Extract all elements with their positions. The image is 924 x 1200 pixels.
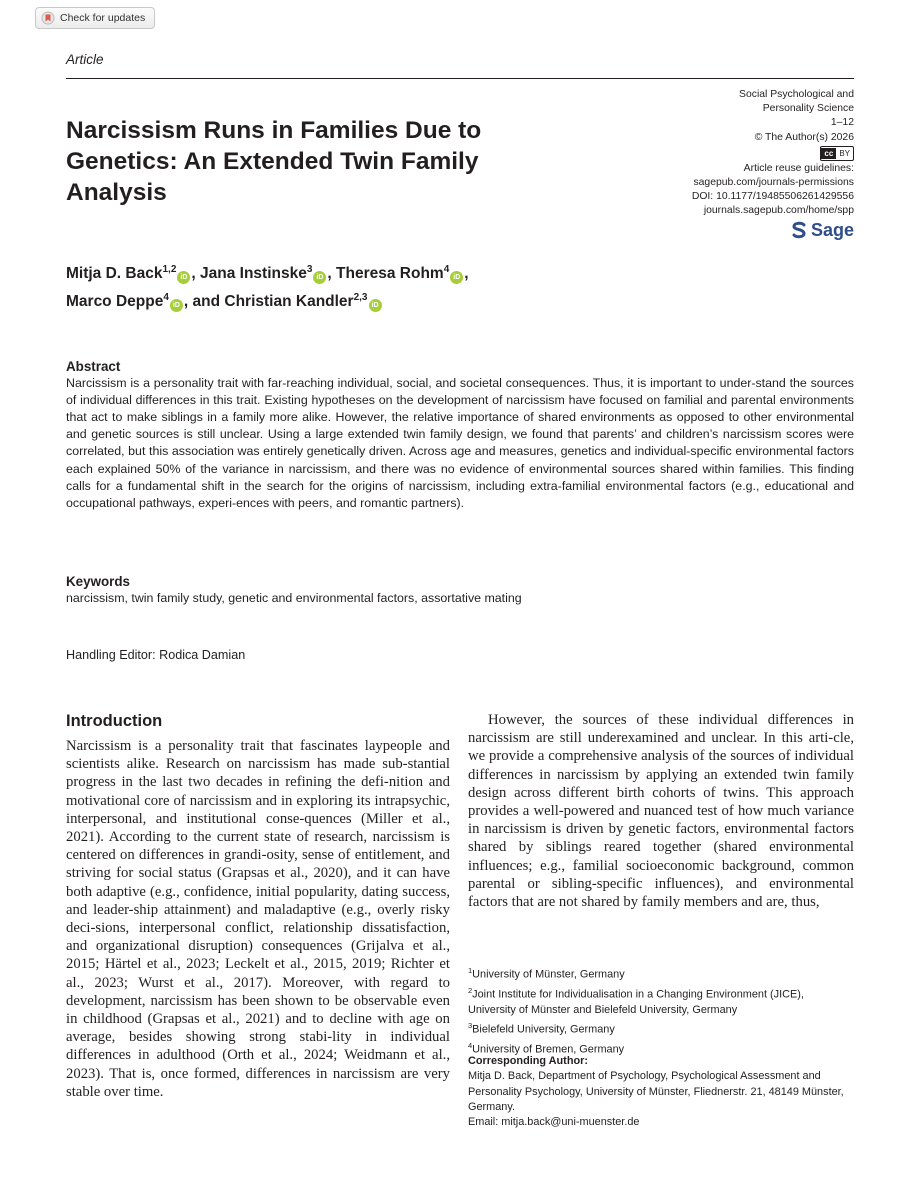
cc-by-license-badge[interactable] xyxy=(820,146,854,161)
left-column xyxy=(66,712,450,1101)
copyright: © The Author(s) 2026 xyxy=(754,131,854,143)
sage-s-icon xyxy=(791,221,807,239)
check-for-updates-button[interactable] xyxy=(35,7,155,29)
corresponding-author xyxy=(468,1054,854,1130)
journal-name-line-1: Social Psychological and xyxy=(739,89,854,100)
author-name: Mitja D. Back xyxy=(66,265,163,283)
keywords-heading: Keywords xyxy=(66,574,130,589)
bookmark-refresh-icon xyxy=(41,11,55,25)
keywords-section xyxy=(66,573,854,607)
author-affiliation-sup: 2,3 xyxy=(353,292,368,304)
article-type: Article xyxy=(66,52,104,67)
abstract-heading: Abstract xyxy=(66,359,121,374)
sage-wordmark: Sage xyxy=(810,219,854,240)
author-affiliation-sup: 4 xyxy=(443,264,450,275)
introduction-paragraph-1: Narcissism is a personality trait that fascinates laypeople and scientists alike. Research on narcissism has made sub-stantial progress in the last two decades in refining the defi-nition and motivational core of narcissism and in exploring its intrapsychic, interpersonal, and institutional conse-quences (Miller et al., 2021). According to the current state of research, narcissism is centered on differences in grandi-osity, sense of entitlement, and striving for social status (Grapsas et al., 2020), and it can have both adaptive (e.g., confidence, initial popularity, dating success, and leader-ship attainment) and maladaptive (e.g., overly risky deci-sions, interpersonal conflict, relationship dissatisfaction, and organizational disruption) consequences (Grijalva et al., 2015; Härtel et al., 2023; Leckelt et al., 2015, 2019; Richter et al., 2023; Wurst et al., 2017). Moreover, with regard to development, narcissism has been shown to be observable even in childhood (Grapsas et al., 2021) and to decline with age on average, besides showing strong stabi-lity in individual differences in adulthood (Orth et al., 2024; Weidmann et al., 2023). That is, once formed, differences in narcissism are very stable over time. xyxy=(66,738,450,1100)
header-divider xyxy=(66,78,854,79)
handling-editor: Handling Editor: Rodica Damian xyxy=(66,648,246,662)
check-for-updates-label: Check for updates xyxy=(60,12,146,24)
corresponding-author-address: Mitja D. Back, Department of Psychology, Psychological Assessment and Personality Psychology, University of Münster, Fliednerstr. 21, 48149 Münster, Germany. xyxy=(468,1070,844,1113)
journal-homepage-link[interactable]: journals.sagepub.com/home/spp xyxy=(703,205,854,217)
author-name: Jana Instinske xyxy=(200,265,307,283)
author-affiliation-sup: 3 xyxy=(306,264,313,275)
author-name: Christian Kandler xyxy=(224,293,354,311)
orcid-icon[interactable]: iD xyxy=(369,299,382,312)
affiliation-item: $^2$Joint Institute for Individualisation in a Changing Environment (JICE), University of Münster and Bielefeld University, Germany xyxy=(468,985,804,1016)
author-affiliation-sup: 4 xyxy=(163,292,169,304)
author-affiliation-sup: 1,2 xyxy=(162,264,177,275)
cc-icon: cc xyxy=(821,148,836,159)
author-list: Mitja D. Back$^{1,2}$iD , Jana Instinske$^3$iD , Theresa Rohm$^4$iD , Marco Deppe$^4$iD , and Christian Kandler$^{2,3}$iD xyxy=(66,264,469,311)
journal-info xyxy=(604,88,854,244)
author-name: Theresa Rohm xyxy=(336,265,444,283)
right-column xyxy=(468,711,854,911)
sage-logo xyxy=(791,221,854,239)
abstract-section xyxy=(66,358,854,512)
affiliation-item: $^1$University of Münster, Germany xyxy=(468,966,625,981)
by-icon: BY xyxy=(839,148,850,158)
orcid-icon[interactable]: iD xyxy=(177,271,190,284)
journal-name-line-2: Personality Science xyxy=(762,103,854,115)
keywords-text: narcissism, twin family study, genetic and environmental factors, assortative mating xyxy=(66,591,522,605)
doi[interactable]: DOI: 10.1177/19485506261429556 xyxy=(691,191,854,203)
permissions-link[interactable]: sagepub.com/journals-permissions xyxy=(693,177,854,189)
orcid-icon[interactable]: iD xyxy=(313,271,326,284)
corresponding-author-email[interactable]: Email: mitja.back@uni-muenster.de xyxy=(468,1116,640,1129)
orcid-icon[interactable]: iD xyxy=(170,299,183,312)
article-title: Narcissism Runs in Families Due to Genetics: An Extended Twin Family Analysis xyxy=(66,117,482,206)
introduction-heading: Introduction xyxy=(66,712,163,730)
author-name: Marco Deppe xyxy=(66,293,164,311)
affiliation-item: $^4$University of Bremen, Germany xyxy=(468,1041,625,1056)
corresponding-author-heading: Corresponding Author: xyxy=(468,1055,588,1067)
orcid-icon[interactable]: iD xyxy=(450,271,463,284)
page-range: 1–12 xyxy=(830,117,854,129)
introduction-paragraph-2: However, the sources of these individual differences in narcissism are still underexamined and unclear. In this arti-cle, we provide a comprehensive analysis of the sources of individual differences in narcissism by applying an extended twin family design across different birth cohorts of twins. This approach provides a well-powered and nuanced test of how much variance in narcissism is driven by genetic factors, environmental factors shared by siblings reared together (shared environmental influences; e.g., familial socioeconomic background, common parental or sibling-specific influences), and environmental factors that are not shared by family members and are, thus, xyxy=(468,712,854,911)
affiliations xyxy=(468,963,854,1058)
abstract-text: Narcissism is a personality trait with far-reaching individual, social, and societal consequences. Thus, it is important to under-stand the sources of individual differences in this trait. Existing hypotheses on the development of narcissism have focused on familial and parental environments that act to make siblings in a family more alike. However, the relative importance of shared environments as opposed to other environmental and genetic sources is still unclear. Using a large extended twin family design, we found that parents’ and children’s narcissism scores were correlated, but this association was entirely genetically driven. Across age and measures, genetics and individual-specific environmental factors each explained 50% of the variance in narcissism, and there was no evidence of environmental sources shared within families. This finding calls for a fundamental shift in the search for the origins of narcissism, including extra-familial environmental factors (e.g., educational and occupational pathways, experi-ences with peers, and romantic partners). xyxy=(66,376,854,510)
affiliation-item: $^3$Bielefeld University, Germany xyxy=(468,1021,615,1036)
reuse-guidelines-label: Article reuse guidelines: xyxy=(743,162,854,174)
